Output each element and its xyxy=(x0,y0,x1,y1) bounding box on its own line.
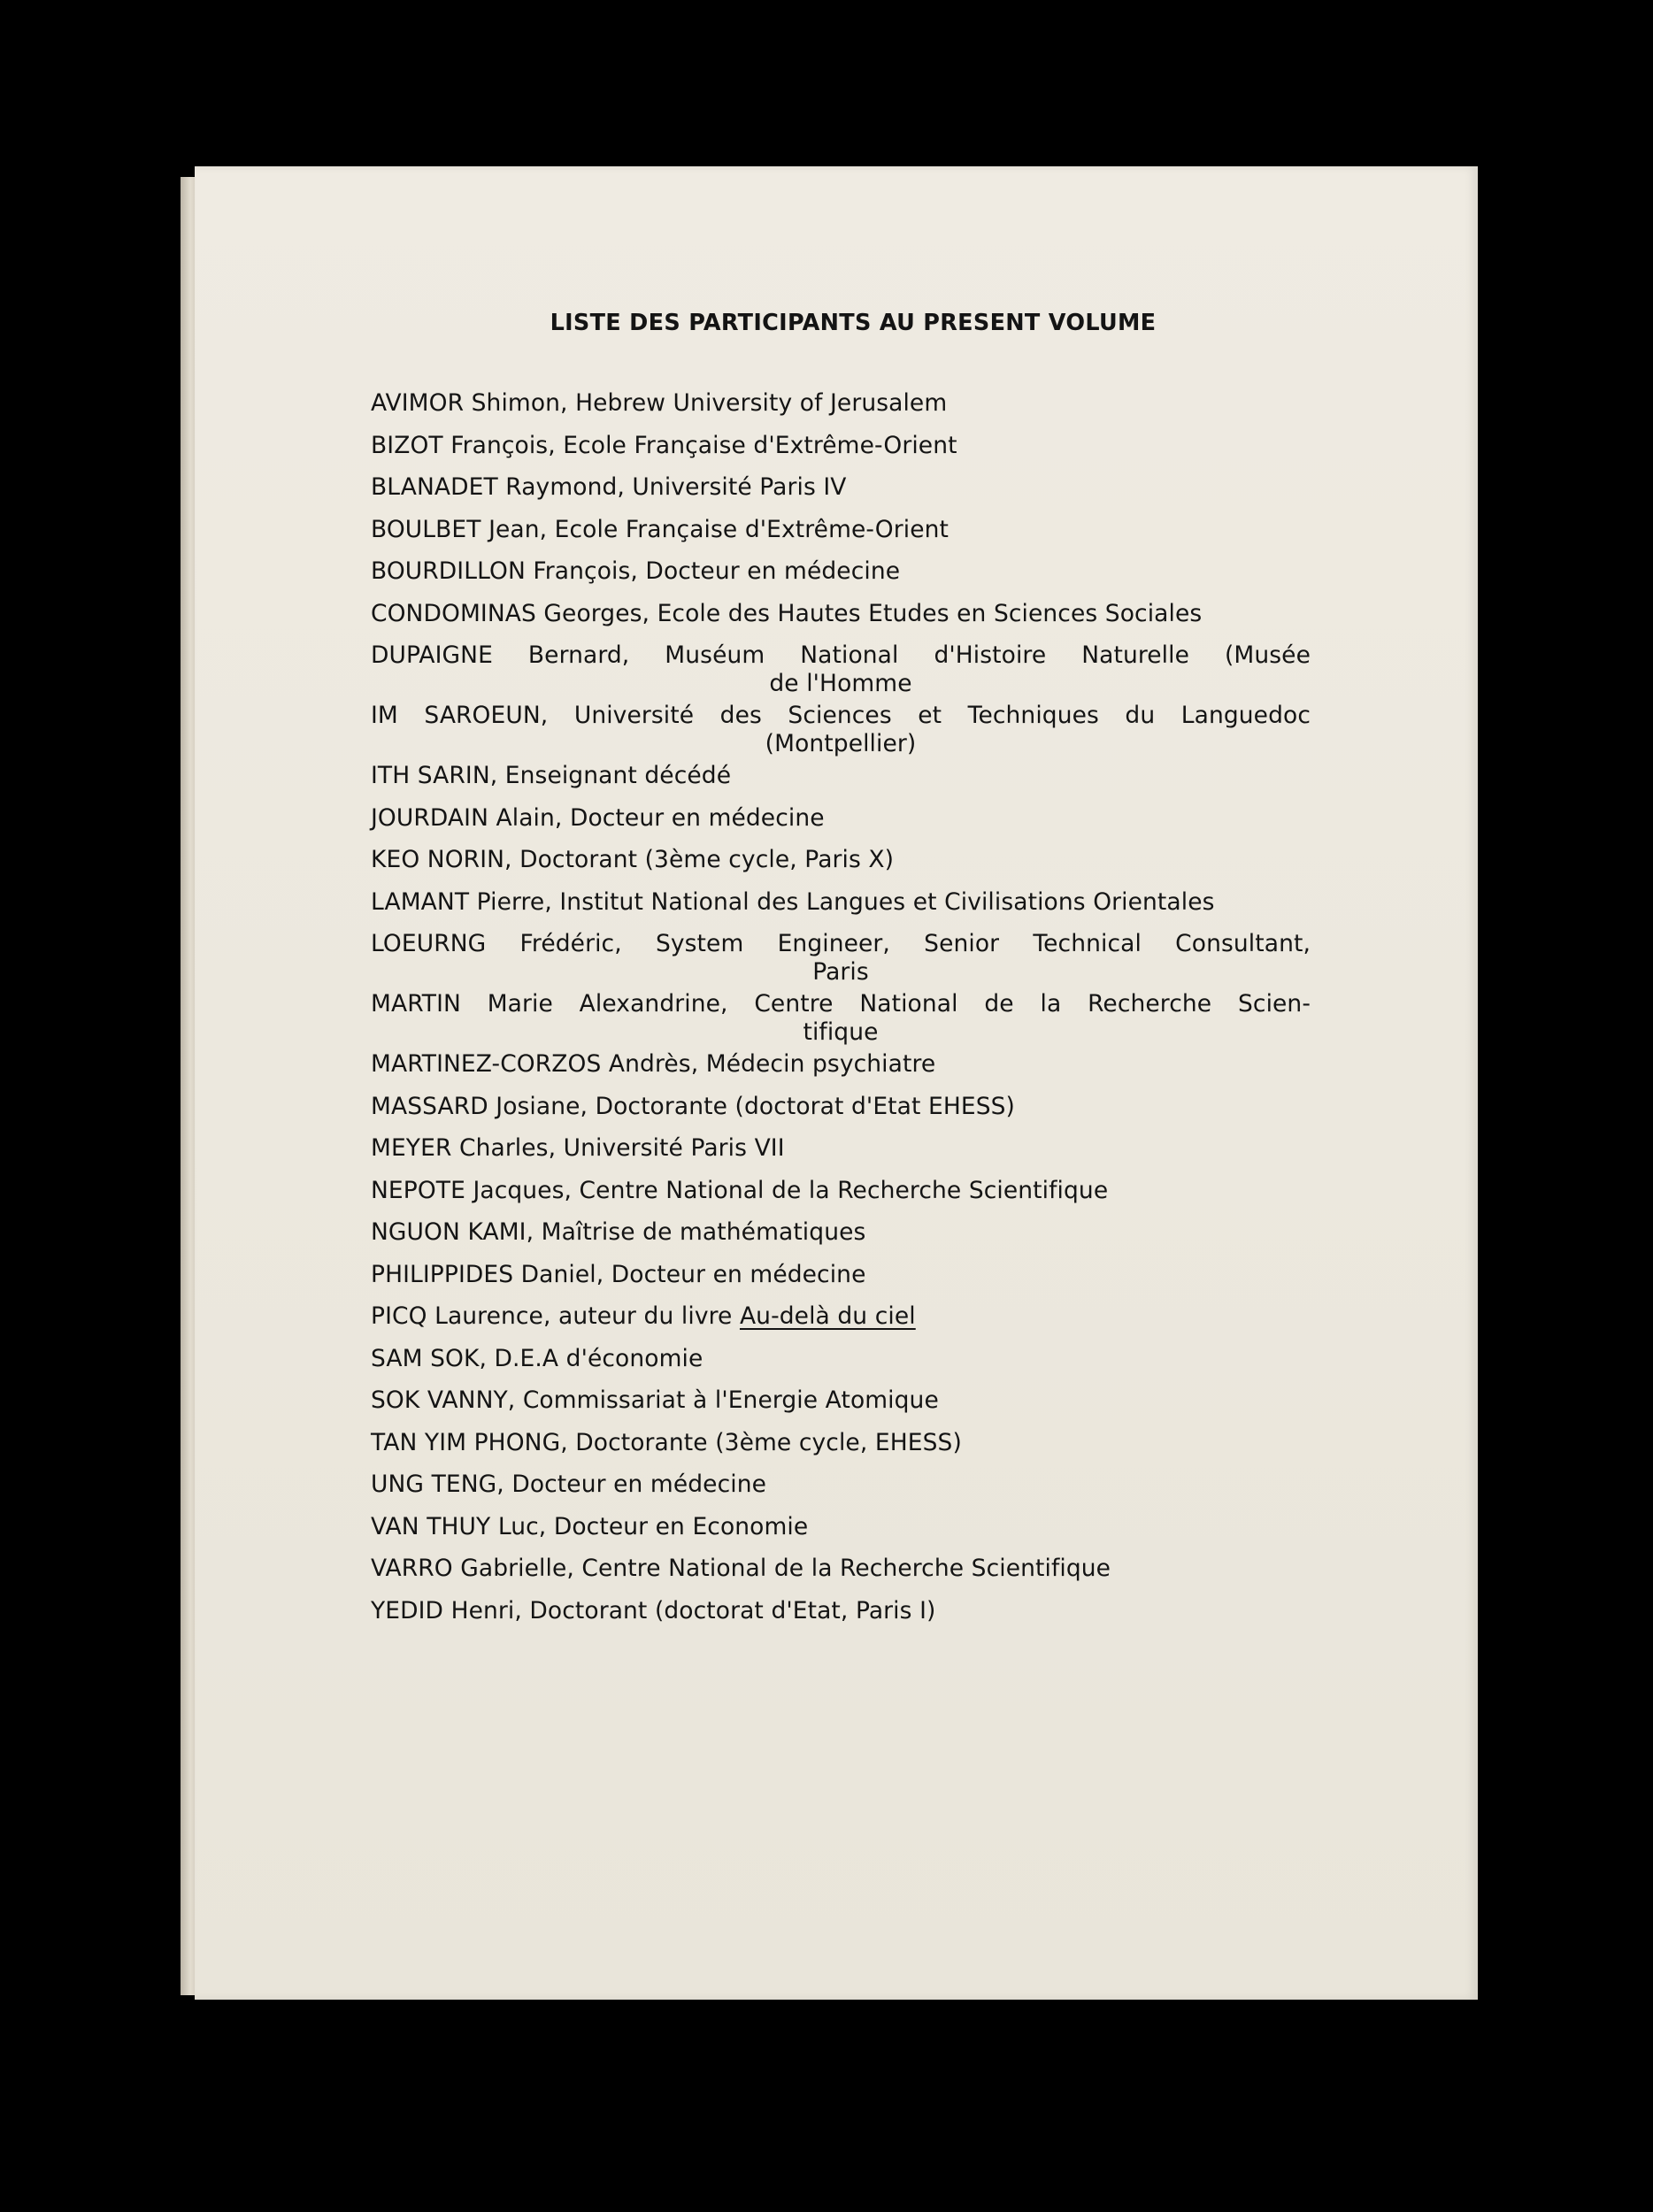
participant-entry-continuation: (Montpellier) xyxy=(765,730,917,757)
participant-entry: TAN YIM PHONG, Doctorante (3ème cycle, EHESS) xyxy=(371,1428,962,1456)
participant-entry: SOK VANNY, Commissariat à l'Energie Atomique xyxy=(371,1386,939,1414)
participant-entry-line: DUPAIGNE Bernard, Muséum National d'Histoire Naturelle (Musée xyxy=(371,641,1311,669)
page-title: LISTE DES PARTICIPANTS AU PRESENT VOLUME xyxy=(550,310,1157,336)
participant-entry: BOULBET Jean, Ecole Française d'Extrême-Orient xyxy=(371,515,949,543)
participant-entry-continuation: tifique xyxy=(803,1018,879,1046)
participant-entry: BOURDILLON François, Docteur en médecine xyxy=(371,557,901,585)
participant-entry-continuation: Paris xyxy=(812,958,869,986)
participant-entry xyxy=(371,930,1311,987)
participant-entry: MARTINEZ-CORZOS Andrès, Médecin psychiatre xyxy=(371,1050,936,1078)
participant-entry xyxy=(371,702,1311,758)
participant-entry: NEPOTE Jacques, Centre National de la Recherche Scientifique xyxy=(371,1176,1109,1204)
participant-entry: ITH SARIN, Enseignant décédé xyxy=(371,762,732,789)
participant-entry: SAM SOK, D.E.A d'économie xyxy=(371,1344,703,1372)
participant-entry: UNG TENG, Docteur en médecine xyxy=(371,1471,767,1498)
participant-entry xyxy=(371,641,1311,698)
participant-entry-line: LOEURNG Frédéric, System Engineer, Senior Technical Consultant, xyxy=(371,930,1311,957)
participant-entry: CONDOMINAS Georges, Ecole des Hautes Etudes en Sciences Sociales xyxy=(371,599,1203,627)
participant-entry: MASSARD Josiane, Doctorante (doctorat d'Etat EHESS) xyxy=(371,1092,1016,1120)
participant-entry: BIZOT François, Ecole Française d'Extrême-Orient xyxy=(371,431,957,459)
participants-list-section xyxy=(371,310,1311,1639)
participant-entry: AVIMOR Shimon, Hebrew University of Jerusalem xyxy=(371,389,948,417)
participant-entry: NGUON KAMI, Maîtrise de mathématiques xyxy=(371,1218,866,1246)
participant-entry: MEYER Charles, Université Paris VII xyxy=(371,1134,785,1162)
participant-entry: LAMANT Pierre, Institut National des Langues et Civilisations Orientales xyxy=(371,887,1215,916)
participant-entry-text: PICQ Laurence, auteur du livre xyxy=(371,1302,740,1330)
book-title: Au-delà du ciel xyxy=(739,1302,916,1330)
participant-entry: VAN THUY Luc, Docteur en Economie xyxy=(371,1512,809,1540)
participant-entry: VARRO Gabrielle, Centre National de la Recherche Scientifique xyxy=(371,1555,1111,1582)
participant-entry: YEDID Henri, Doctorant (doctorat d'Etat, Paris I) xyxy=(371,1596,936,1624)
participant-entry: BLANADET Raymond, Université Paris IV xyxy=(371,473,847,501)
participant-entry: KEO NORIN, Doctorant (3ème cycle, Paris X) xyxy=(371,846,895,873)
participant-entry: JOURDAIN Alain, Docteur en médecine xyxy=(371,803,825,832)
participant-entry-line: MARTIN Marie Alexandrine, Centre National de la Recherche Scien- xyxy=(371,990,1311,1018)
participant-entry-line: IM SAROEUN, Université des Sciences et Techniques du Languedoc xyxy=(371,702,1311,729)
participant-entry xyxy=(371,990,1311,1047)
participant-entry: PHILIPPIDES Daniel, Docteur en médecine xyxy=(371,1260,866,1288)
participant-entry-continuation: de l'Homme xyxy=(769,670,912,697)
participant-entry xyxy=(371,1302,1311,1331)
